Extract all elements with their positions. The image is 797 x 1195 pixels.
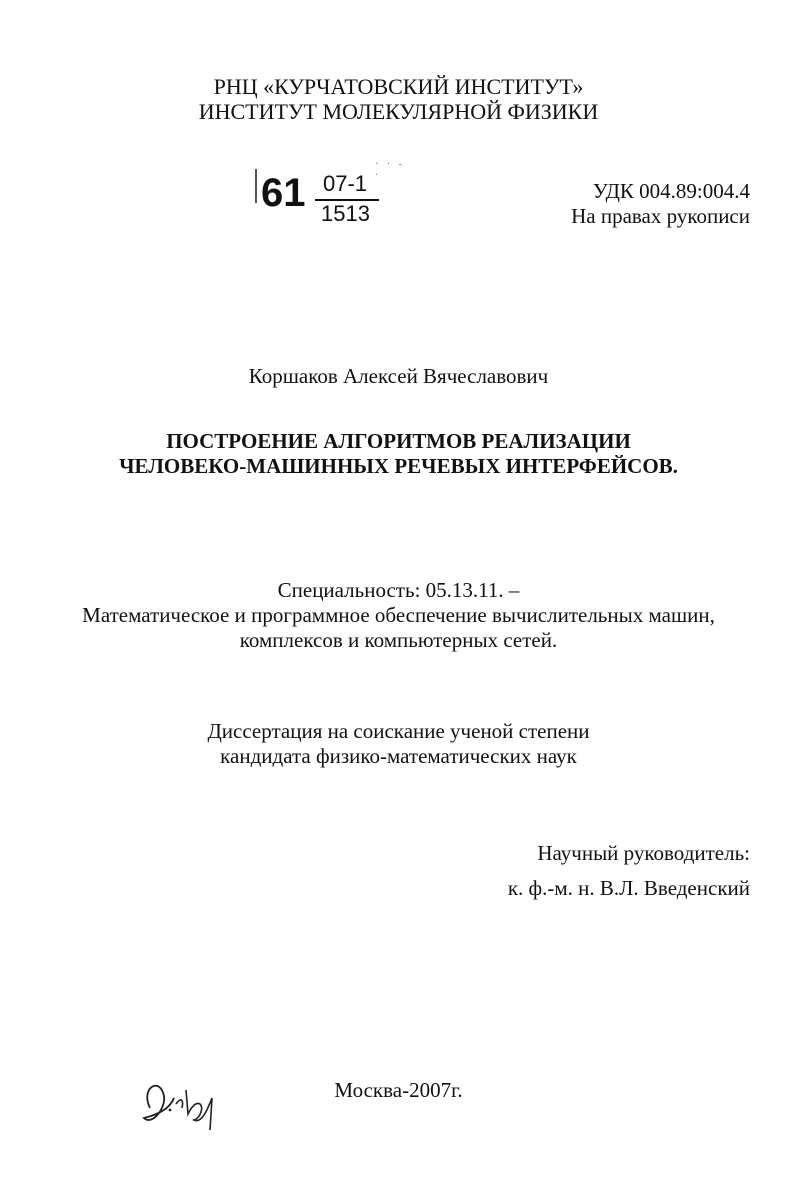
specialty-name-2: комплексов и компьютерных сетей. — [239, 628, 558, 652]
author-name: Коршаков Алексей Вячеславович — [248, 364, 549, 388]
stamp-denominator: 1513 — [321, 201, 370, 226]
degree-line-1: Диссертация на соискание ученой степени — [207, 719, 590, 743]
udk-code: УДК 004.89:004.4 — [592, 179, 750, 203]
institute-parent: РНЦ «КУРЧАТОВСКИЙ ИНСТИТУТ» — [213, 74, 584, 99]
title-line-1: ПОСТРОЕНИЕ АЛГОРИТМОВ РЕАЛИЗАЦИИ — [166, 429, 631, 453]
institute-name: ИНСТИТУТ МОЛЕКУЛЯРНОЙ ФИЗИКИ — [198, 99, 599, 124]
city-year: Москва-2007г. — [334, 1078, 463, 1102]
supervisor-name: к. ф.-м. н. В.Л. Введенский — [507, 876, 750, 900]
stamp-dots: · · - · — [375, 159, 405, 181]
title-line-2: ЧЕЛОВЕКО-МАШИННЫХ РЕЧЕВЫХ ИНТЕРФЕЙСОВ. — [119, 454, 678, 478]
degree-line-2: кандидата физико-математических наук — [220, 744, 577, 768]
library-stamp — [255, 159, 405, 245]
specialty-name-1: Математическое и программное обеспечение вычислительных машин, — [82, 603, 715, 627]
stamp-edge-mark — [255, 169, 257, 203]
stamp-numerator: 07-1 — [323, 171, 368, 196]
stamp-code: 61 — [261, 171, 306, 215]
specialty-code: Специальность: 05.13.11. – — [277, 578, 520, 602]
supervisor-label: Научный руководитель: — [537, 841, 750, 865]
manuscript-rights: На правах рукописи — [571, 204, 750, 228]
